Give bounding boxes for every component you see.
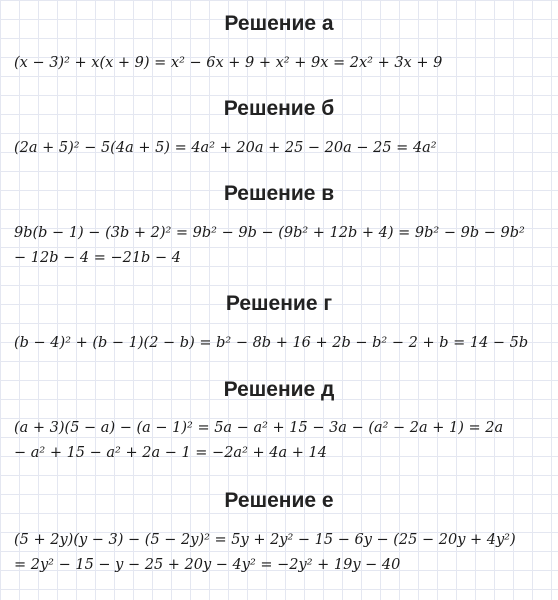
heading-solution-b: Решение б bbox=[223, 97, 335, 120]
solution-b-line-1: (2a + 5)² − 5(4a + 5) = 4a² + 20a + 25 − 20a − 25 = 4a² bbox=[14, 140, 437, 156]
solution-d-line-2: − a² + 15 − a² + 2a − 1 = −2a² + 4a + 14 bbox=[14, 445, 327, 461]
heading-solution-v: Решение в bbox=[223, 182, 335, 205]
heading-solution-g: Решение г bbox=[225, 292, 333, 315]
solution-g-line-1: (b − 4)² + (b − 1)(2 − b) = b² − 8b + 16 + 2b − b² − 2 + b = 14 − 5b bbox=[14, 335, 529, 351]
solution-d-line-1: (a + 3)(5 − a) − (a − 1)² = 5a − a² + 15 − 3a − (a² − 2a + 1) = 2a bbox=[14, 420, 504, 436]
solution-e-line-1: (5 + 2y)(y − 3) − (5 − 2y)² = 5y + 2y² − 15 − 6y − (25 − 20y + 4y²) bbox=[14, 532, 516, 548]
heading-solution-d: Решение д bbox=[223, 378, 335, 401]
solution-e-line-2: = 2y² − 15 − y − 25 + 20y − 4y² = −2y² + 19y − 40 bbox=[14, 557, 401, 573]
solution-v-line-1: 9b(b − 1) − (3b + 2)² = 9b² − 9b − (9b² + 12b + 4) = 9b² − 9b − 9b² bbox=[14, 225, 525, 241]
heading-solution-a: Решение а bbox=[224, 12, 334, 35]
heading-solution-e: Решение е bbox=[224, 489, 334, 512]
solution-a-line-1: (x − 3)² + x(x + 9) = x² − 6x + 9 + x² + 9x = 2x² + 3x + 9 bbox=[14, 55, 443, 71]
solution-v-line-2: − 12b − 4 = −21b − 4 bbox=[14, 250, 181, 266]
